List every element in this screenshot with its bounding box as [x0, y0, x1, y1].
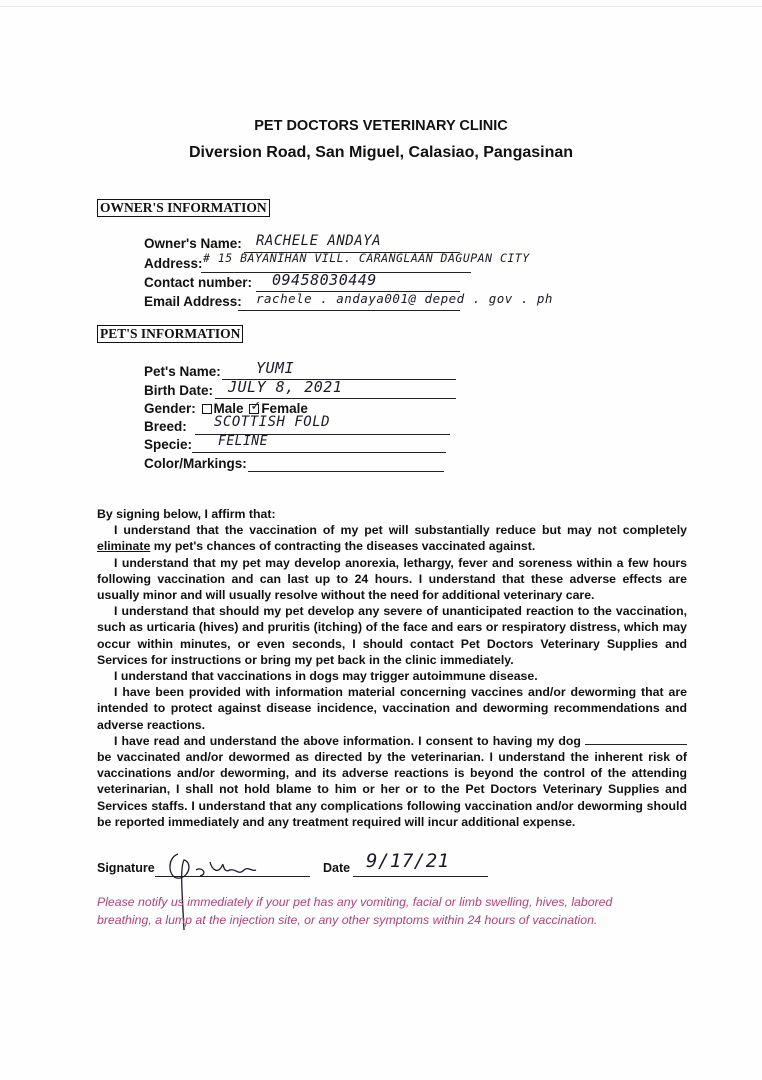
consent-lead: By signing below, I affirm that: [97, 507, 276, 521]
owner-address-label: Address: [144, 256, 203, 271]
owner-name-value[interactable]: RACHELE ANDAYA [256, 233, 382, 249]
consent-p1-text-a: I understand that the vaccination of my pet will substantially reduce but may not completely [114, 523, 687, 538]
consent-paragraph-6 [97, 733, 687, 830]
contact-number-value[interactable]: 09458030449 [272, 271, 377, 289]
color-markings-label: Color/Markings: [144, 456, 247, 471]
specie-line [192, 452, 446, 453]
pet-name-value[interactable]: YUMI [256, 359, 295, 377]
consent-p6-text-a: I have read and understand the above information. I consent to having my dog [114, 733, 581, 748]
clinic-address: Diversion Road, San Miguel, Calasiao, Pangasinan [188, 144, 574, 161]
email-address-value[interactable]: rachele . andaya001@ deped . gov . ph [256, 291, 553, 306]
consent-paragraph-2: I understand that my pet may develop anorexia, lethargy, fever and soreness within a few hours following vaccination and can last up to 24 hours. I understand that these adverse effects are usually minor and will usually resolve without the need for additional veterinary care. [97, 555, 687, 603]
signature-label: Signature [97, 861, 155, 875]
post-vaccination-notice: Please notify us immediately if your pet has any vomiting, facial or limb swelling, hives, labored breathing, a lump at the injection site, or any other symptoms within 24 hours of vaccination. [97, 895, 613, 927]
pet-section-heading: PET'S INFORMATION [97, 325, 243, 343]
consent-paragraph-3: I understand that should my pet develop any severe of unanticipated reaction to the vaccination, such as urticaria (hives) and pruritis (itching) of the face and ears or respiratory distress, which may occur within minutes, or even seconds, I should contact Pet Doctors Veterinary Supplies and Services for instructions or bring my pet back in the clinic immediately. [97, 604, 687, 667]
breed-value[interactable]: SCOTTISH FOLD [214, 414, 331, 430]
dog-name-blank[interactable] [585, 734, 687, 745]
consent-paragraph-5: I have been provided with information material concerning vaccines and/or deworming that are intended to protect against disease incidence, vaccination and deworming recommendations and adverse reactions. [97, 685, 687, 732]
email-address-label: Email Address: [144, 294, 242, 309]
specie-value[interactable]: FELINE [218, 434, 268, 449]
consent-text [97, 506, 687, 830]
email-address-line [238, 310, 460, 311]
specie-label: Specie: [144, 437, 193, 452]
breed-label: Breed: [144, 419, 187, 434]
owner-address-value[interactable]: # 15 BAYANIHAN VILL. CARANGLAAN DAGUPAN CITY [203, 251, 530, 265]
consent-paragraph-1 [97, 522, 687, 554]
scan-edge-line [0, 6, 762, 7]
date-label: Date [323, 861, 351, 875]
male-option-label: Male [213, 401, 244, 416]
clinic-name: PET DOCTORS VETERINARY CLINIC [254, 118, 508, 134]
gender-label: Gender: [144, 401, 196, 416]
female-check-mark: ✓ [250, 398, 262, 414]
consent-paragraph-4: I understand that vaccinations in dogs may trigger autoimmune disease. [114, 669, 538, 684]
owner-name-label: Owner's Name: [144, 236, 242, 251]
female-option-label: Female [261, 401, 308, 416]
birth-date-value[interactable]: JULY 8, 2021 [228, 378, 343, 396]
male-checkbox[interactable] [202, 404, 212, 414]
female-checkbox[interactable] [249, 398, 262, 414]
date-line [353, 876, 488, 877]
birth-date-label: Birth Date: [144, 383, 214, 398]
owner-section-heading: OWNER'S INFORMATION [97, 199, 270, 217]
pet-name-label: Pet's Name: [144, 364, 221, 379]
consent-p1-underlined: eliminate [97, 539, 151, 554]
contact-number-label: Contact number: [144, 275, 252, 290]
consent-p6-text-b: be vaccinated and/or dewormed as directed by the veterinarian. I understand the inherent risk of vaccinations and/or deworming, and its adverse reactions is beyond the control of the attending veterinarian, I shall not hold blame to him or her or to the Pet Doctors Veterinary Supplies and Services staffs. I understand that any complications following vaccination and/or deworming should be reported immediately and any treatment required will incur additional expense. [97, 750, 687, 829]
color-markings-line [248, 471, 444, 472]
consent-p1-text-b: my pet's chances of contracting the diseases vaccinated against. [150, 539, 536, 554]
date-value[interactable]: 9/17/21 [366, 850, 450, 872]
